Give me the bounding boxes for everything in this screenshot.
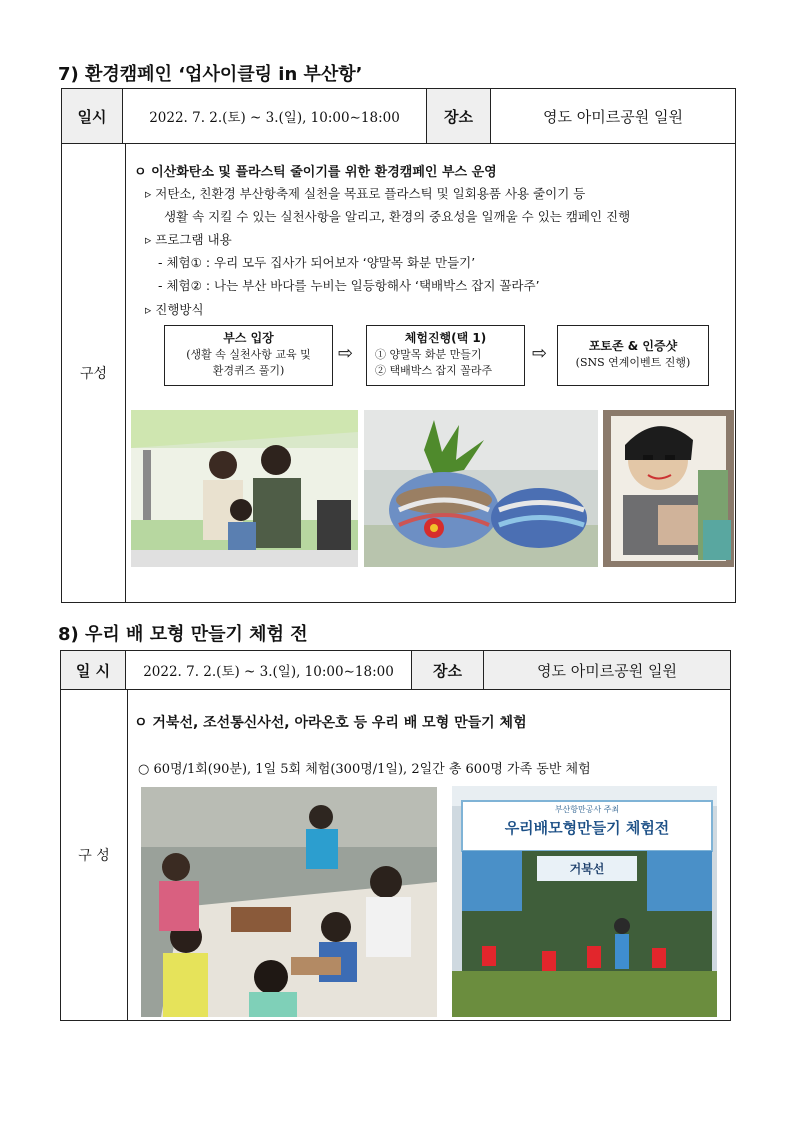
flow-step-line: ① 양말목 화분 만들기: [375, 348, 482, 362]
tent-banner-subtitle: 부산항만공사 주최: [554, 805, 620, 814]
flow-step-line: ② 택배박스 잡지 꼴라주: [375, 364, 493, 378]
section-7-title: 7) 환경캠페인 ‘업사이클링 in 부산항’: [58, 64, 363, 85]
compose-label: 구성: [61, 143, 126, 603]
bullet-goal-cont: 생활 속 지킬 수 있는 실천사항을 알리고, 환경의 중요성을 일깨울 수 있는 캠페인 진행: [164, 209, 631, 224]
campaign-heading: ㅇ 이산화탄소 및 플라스틱 줄이기를 위한 환경캠페인 부스 운영: [134, 165, 497, 180]
place-label: 장소: [426, 88, 491, 144]
bullet-method: ▹ 진행방식: [145, 302, 204, 317]
program-item-2: - 체험② : 나는 부산 바다를 누비는 일등항해사 ‘택배박스 잡지 꼴라주’: [158, 278, 540, 293]
section-8-title: 8) 우리 배 모형 만들기 체험 전: [58, 624, 308, 645]
arrow-right-icon: ⇨: [338, 343, 354, 364]
program-item-1: - 체험① : 우리 모두 집사가 되어보자 ‘양말목 화분 만들기’: [158, 255, 476, 270]
photo-sock-pot: [364, 410, 598, 567]
date-label: 일시: [61, 88, 123, 144]
photo-family-craft: [131, 410, 358, 567]
place-value: 영도 아미르공원 일원: [490, 88, 736, 144]
date-value: 2022. 7. 2.(토) ~ 3.(일), 10:00∼18:00: [122, 88, 427, 144]
place-value: 영도 아미르공원 일원: [483, 650, 731, 690]
ship-model-detail: ○ 60명/1회(90분), 1일 5회 체험(300명/1일), 2일간 총 600명 가족 동반 체험: [138, 762, 591, 777]
flow-step-line: 환경퀴즈 풀기): [212, 364, 285, 378]
flow-step-photozone: [557, 325, 709, 386]
ship-model-heading: ㅇ 거북선, 조선통신사선, 아라온호 등 우리 배 모형 만들기 체험: [134, 715, 527, 731]
flow-step-line: (SNS 연계이벤트 진행): [575, 356, 691, 370]
photo-magazine-collage: [603, 410, 734, 567]
arrow-right-icon: ⇨: [532, 343, 548, 364]
bullet-program: ▹ 프로그램 내용: [145, 232, 232, 247]
bullet-goal: ▹ 저탄소, 친환경 부산항축제 실천을 목표로 플라스틱 및 일회용품 사용 줄이기 등: [145, 186, 586, 201]
date-value: 2022. 7. 2.(토) ~ 3.(일), 10:00∼18:00: [125, 650, 412, 690]
place-label: 장소: [411, 650, 484, 690]
flow-step-title: 부스 입장: [223, 331, 274, 345]
flow-step-line: (생활 속 실천사항 교육 및: [186, 348, 311, 362]
compose-label: 구 성: [60, 689, 128, 1021]
flow-step-experience: [366, 325, 525, 386]
date-label: 일 시: [60, 650, 126, 690]
tent-banner-title: 우리배모형만들기 체험전: [504, 819, 670, 837]
flow-step-title: 체험진행(택 1): [404, 331, 487, 345]
tent-sign: 거북선: [569, 862, 605, 876]
photo-exhibition-tent: [452, 786, 717, 1017]
flow-step-booth: [164, 325, 333, 386]
photo-kids-building: [141, 787, 437, 1017]
flow-step-title: 포토존 & 인증샷: [588, 339, 678, 353]
